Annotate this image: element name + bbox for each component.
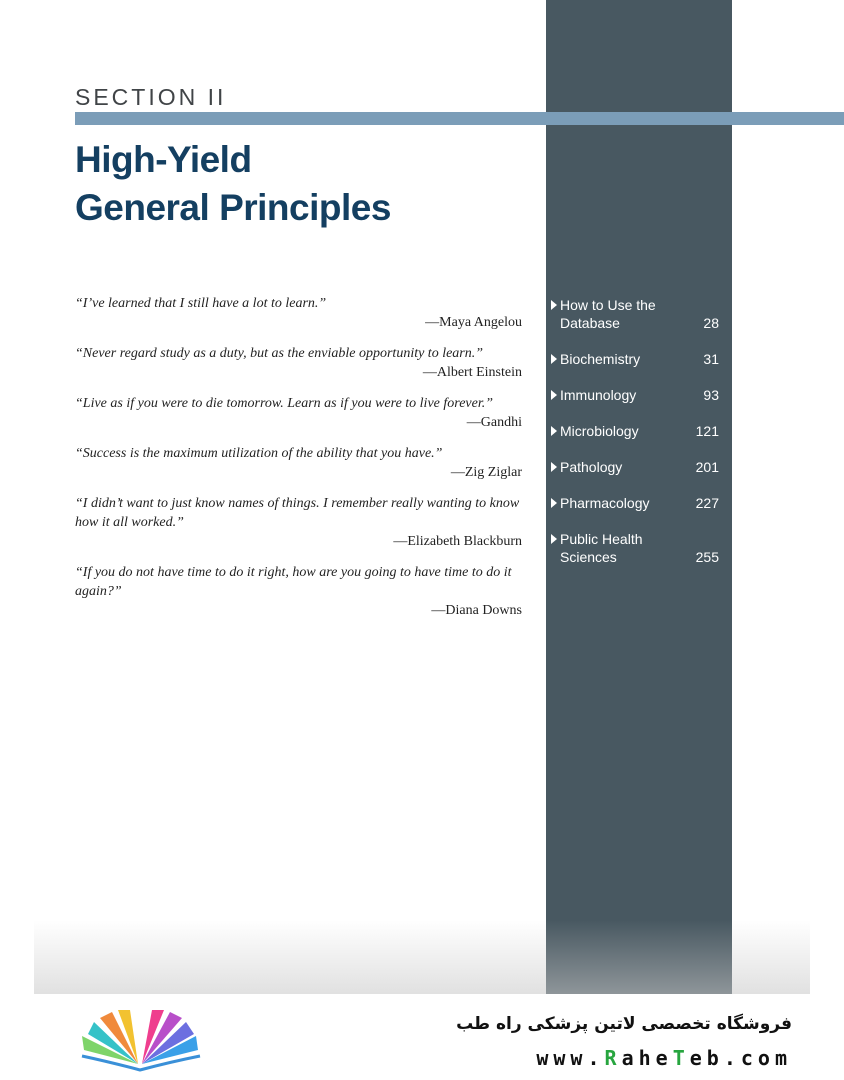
toc-page-number: 93 [703,387,719,403]
title-line-2: General Principles [75,187,391,228]
toc-item-pathology[interactable] [551,458,719,476]
toc-item-microbiology[interactable] [551,422,719,440]
section-rule-bar [75,112,844,125]
triangle-right-icon [551,390,557,400]
quote [75,344,522,382]
quote-text: “If you do not have time to do it right, how are you going to have time to do it again?” [75,565,512,599]
quote-text: “Success is the maximum utilization of the ability that you have.” [75,446,443,461]
toc-page-number: 255 [695,549,719,565]
url-r: R [604,1046,622,1070]
toc-label: Immunology [560,387,637,403]
toc-item-immunology[interactable] [551,386,719,404]
triangle-right-icon [551,462,557,472]
quote-text: “I’ve learned that I still have a lot to learn.” [75,296,327,311]
quote-text: “Live as if you were to die tomorrow. Learn as if you were to live forever.” [75,396,494,411]
triangle-right-icon [551,354,557,364]
triangle-right-icon [551,300,557,310]
store-url[interactable] [440,1046,792,1070]
toc-label: Public Health Sciences [560,531,643,565]
toc-item-database[interactable] [551,296,719,332]
url-t: T [672,1046,690,1070]
toc-label: How to Use the Database [560,297,656,331]
store-name: فروشگاه تخصصی لاتین پزشکی راه طب [456,1014,792,1034]
toc-page-number: 201 [695,459,719,475]
section-label: SECTION II [75,84,227,110]
quote [75,444,522,482]
toc-page-number: 31 [703,351,719,367]
open-book-logo-icon [78,1008,204,1072]
quote-author: —Gandhi [466,415,522,430]
toc-page-number: 227 [695,495,719,511]
quote [75,294,522,332]
quote-author: —Elizabeth Blackburn [393,534,522,549]
triangle-right-icon [551,426,557,436]
quote-text: “Never regard study as a duty, but as the enviable opportunity to learn.” [75,346,484,361]
triangle-right-icon [551,498,557,508]
quote-text: “I didn’t want to just know names of things. I remember really wanting to know how it all worked.” [75,496,520,530]
quote-author: —Diana Downs [431,603,522,618]
toc-label: Microbiology [560,423,639,439]
quote-author: —Zig Ziglar [450,465,522,480]
url-prefix: www. [536,1046,605,1070]
triangle-right-icon [551,534,557,544]
url-ahe: ahe [621,1046,673,1070]
toc-label: Pathology [560,459,623,475]
quote-author: —Maya Angelou [425,315,522,330]
url-suffix: .com [723,1046,792,1070]
quote-author: —Albert Einstein [422,365,522,380]
quotes-list [75,294,522,632]
table-of-contents [551,296,719,584]
quote [75,563,522,620]
toc-page-number: 28 [703,315,719,331]
page-title [75,136,391,232]
toc-item-public-health[interactable] [551,530,719,566]
toc-label: Pharmacology [560,495,650,511]
toc-item-biochemistry[interactable] [551,350,719,368]
toc-label: Biochemistry [560,351,641,367]
toc-item-pharmacology[interactable] [551,494,719,512]
page-shadow [34,920,810,994]
quote [75,394,522,432]
title-line-1: High-Yield [75,139,252,180]
quote [75,494,522,551]
url-eb: eb [689,1046,724,1070]
toc-page-number: 121 [695,423,719,439]
